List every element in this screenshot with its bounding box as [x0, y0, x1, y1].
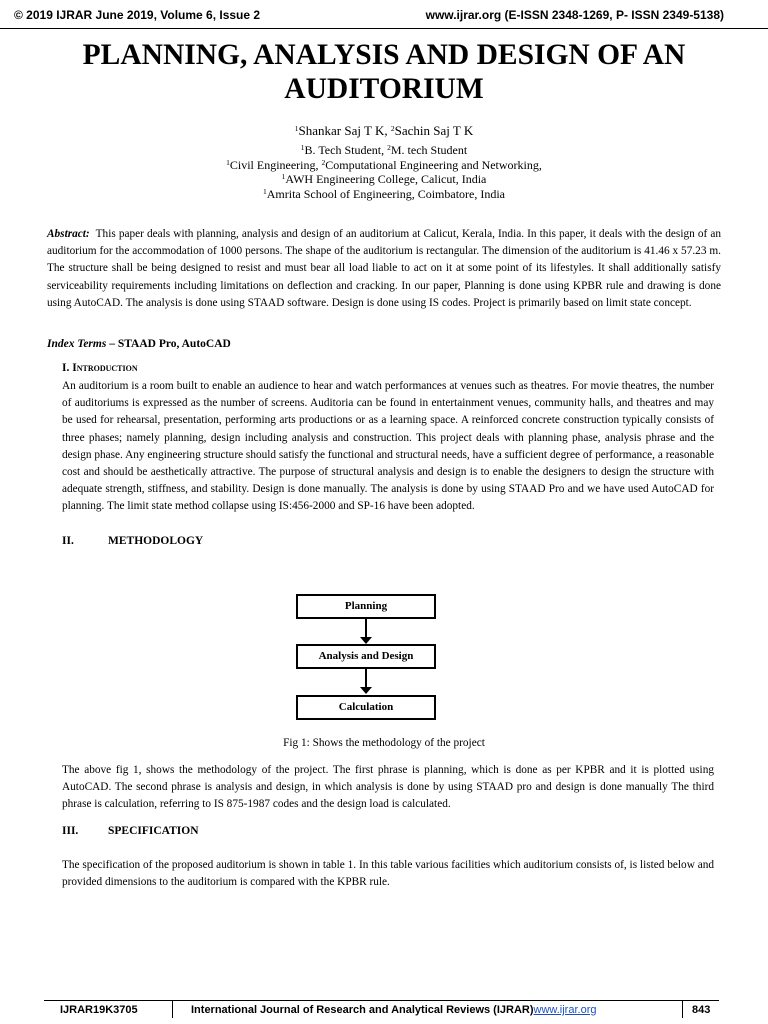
affil-sup: 1 — [300, 143, 305, 152]
flow-step-planning: Planning — [296, 594, 436, 619]
footer-separator — [682, 1000, 683, 1018]
page-number: 843 — [692, 1004, 711, 1016]
affiliation-line-3 — [0, 172, 768, 187]
footer-separator — [172, 1000, 173, 1018]
title-line-1: PLANNING, ANALYSIS AND DESIGN OF AN — [82, 39, 686, 71]
section-number: I. — [62, 362, 73, 374]
section-heading-specification — [62, 825, 199, 837]
affil-sup: 2 — [321, 157, 326, 167]
header-website-issn: www.ijrar.org (E-ISSN 2348-1269, P- ISSN 2349-5138) — [425, 8, 724, 22]
section-heading-introduction — [62, 362, 138, 374]
flow-arrow-line — [365, 619, 367, 638]
affil-text: Computational Engineering and Networking, — [325, 157, 542, 172]
affiliation-line-1 — [0, 143, 768, 158]
header-journal-issue: © 2019 IJRAR June 2019, Volume 6, Issue 2 — [14, 8, 261, 22]
flow-arrow-line — [365, 669, 367, 688]
index-terms — [47, 338, 231, 350]
paper-title — [30, 38, 738, 106]
abstract — [47, 226, 721, 312]
section-title: Introduction — [72, 362, 138, 374]
section-title: METHODOLOGY — [108, 535, 204, 547]
flow-step-calculation: Calculation — [296, 695, 436, 720]
affil-text: M. tech Student — [390, 143, 468, 157]
header-rule — [0, 28, 768, 29]
section-number: II. — [62, 535, 74, 547]
affil-sup: 1 — [226, 157, 230, 167]
author1-sup: 1 — [294, 124, 299, 133]
affiliation-line-2 — [0, 158, 768, 173]
methodology-flowchart — [294, 592, 436, 722]
affil-sup: 2 — [387, 143, 391, 152]
affil-sup: 1 — [281, 172, 286, 181]
affiliation-line-4 — [0, 187, 768, 202]
author-list — [0, 123, 768, 139]
author2-sup: 2 — [390, 124, 395, 133]
journal-name: International Journal of Research and Analytical Reviews (IJRAR) — [191, 1004, 534, 1016]
index-terms-value: STAAD Pro, AutoCAD — [117, 338, 231, 350]
section-title: SPECIFICATION — [108, 825, 199, 837]
paper-id: IJRAR19K3705 — [60, 1004, 138, 1016]
index-terms-label: Index Terms — [47, 338, 107, 350]
author-1: Shankar Saj T K, — [298, 123, 391, 138]
title-line-2: AUDITORIUM — [284, 73, 484, 105]
running-header — [14, 8, 724, 26]
figure-caption: Fig 1: Shows the methodology of the project — [283, 737, 485, 749]
flow-arrow-head — [360, 687, 372, 694]
introduction-text: An auditorium is a room built to enable an audience to hear and watch performances at venues such as theatres. For movie theatres, the number of auditoriums is expressed as the number of screens. Auditoria can be found in entertainment venues, community halls, and theatres and may be used for rehearsal, presentation, performing arts productions or as a learning space. A reinforced concrete construction typically consists of three phases; namely planning, design including analysis and construction. This project deals with planning phase, analysis phrase and the design phase. Any engineering structure should satisfy the functional and structural needs, have a sufficient degree of performance, a reasonable cost and should be aesthetically attractive. The purpose of structural analysis and design is to enable the designers to design the structure with adequate strength, stiffness, and stability. Design is done manually. The analysis is done by using STAAD Pro and we have used AutoCAD for planning. The limit state method collapse using IS:456-2000 and SP-16 have been adopted. — [62, 380, 714, 513]
journal-link[interactable]: www.ijrar.org — [533, 1004, 597, 1016]
flow-step-analysis-design: Analysis and Design — [296, 644, 436, 669]
affil-text: Amrita School of Engineering, Coimbatore, India — [266, 186, 506, 201]
affil-text: Civil Engineering, — [229, 157, 322, 172]
abstract-label: Abstract: — [47, 228, 90, 240]
affil-text: B. Tech Student, — [304, 143, 388, 157]
footer-rule — [44, 1000, 719, 1001]
abstract-text: This paper deals with planning, analysis and design of an auditorium at Calicut, Kerala, India. In this paper, it deals with the design of an auditorium for the accommodation of 1000 persons. The shape of the auditorium is rectangular. The dimension of the auditorium is 41.46 x 57.23 m. The structure shall be being designed to resist and must bear all load liable to act on it at some point of its lifestyles. It shall additionally satisfy serviceability requirements including limitations on deflection and cracking. In our paper, Planning is done using KPBR rule and drawing is done using AutoCAD. The analysis is done using STAAD software. Design is done using IS codes. Project is primarily based on limit state concept. — [47, 228, 721, 309]
specification-text: The specification of the proposed auditorium is shown in table 1. In this table various facilities which auditorium consists of, is listed below and provided dimensions to the auditorium is compared with the KPBR rule. — [62, 859, 714, 889]
affil-sup: 1 — [262, 186, 267, 196]
footer-journal — [191, 1004, 596, 1016]
affil-text: AWH Engineering College, Calicut, India — [285, 172, 487, 186]
flow-arrow-head — [360, 637, 372, 644]
author-2: Sachin Saj T K — [394, 123, 474, 138]
affiliations — [0, 143, 768, 201]
section-heading-methodology — [62, 535, 203, 547]
index-terms-dash: – — [106, 338, 118, 350]
methodology-text: The above fig 1, shows the methodology of the project. The first phrase is planning, which is done as per KPBR and it is plotted using AutoCAD. The second phrase is analysis and design, in which analysis is done by using STAAD pro and design is done manually The third phrase is calculation, referring to IS 875-1987 codes and the design load is calculated. — [62, 764, 714, 811]
section-number: III. — [62, 825, 79, 837]
page-footer — [44, 1004, 719, 1022]
